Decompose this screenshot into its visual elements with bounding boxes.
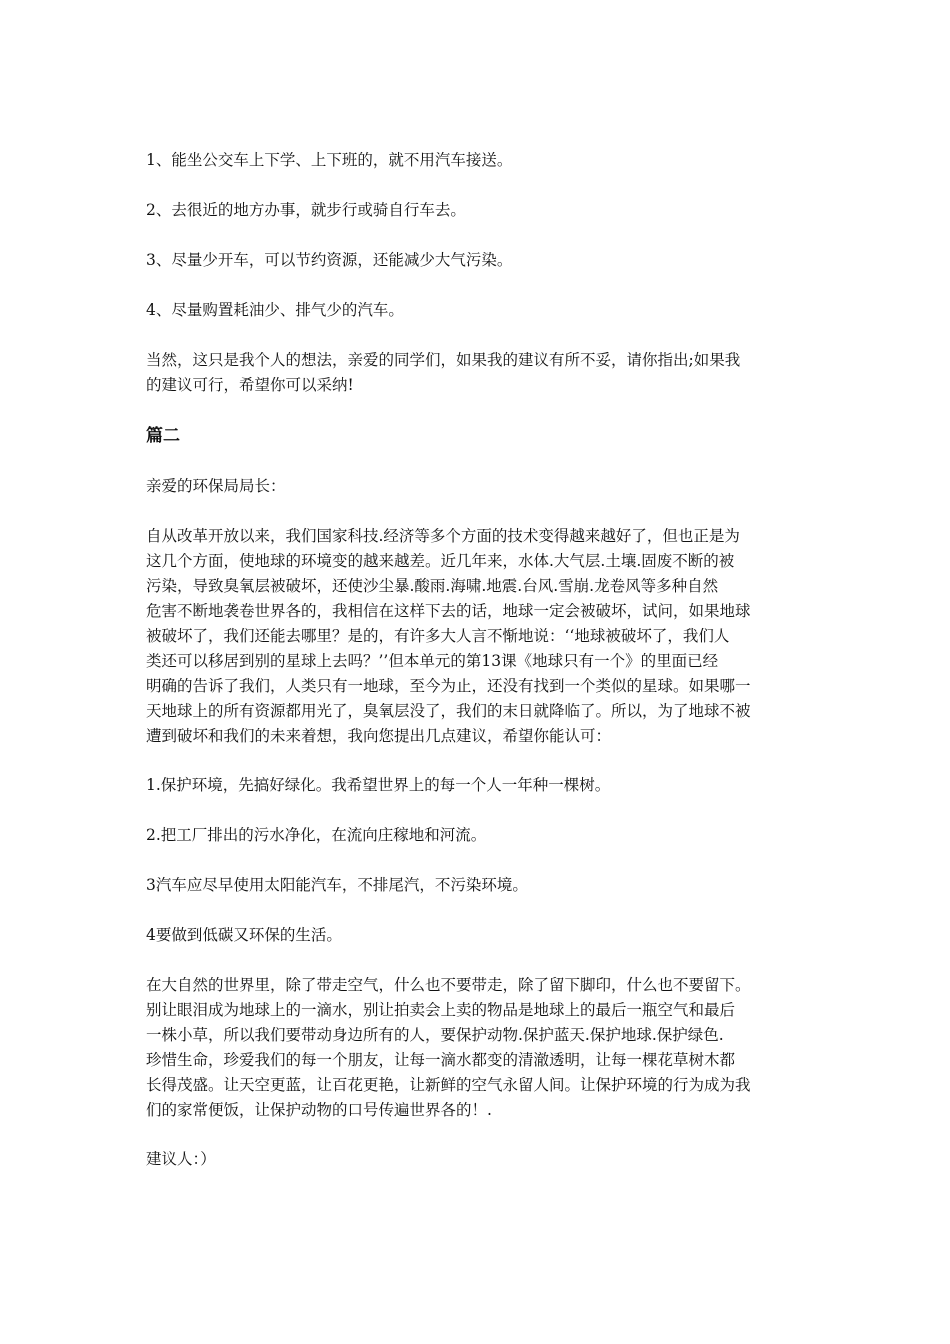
list-item: 3、尽量少开车，可以节约资源，还能减少大气污染。 xyxy=(146,251,513,269)
closing-paragraph: 在大自然的世界里，除了带走空气，什么也不要带走，除了留下脚印，什么也不要留下。 别让眼泪成为地球上的一滴水，别让拍卖会上卖的物品是地球上的最后一瓶空气和最后 一株小草，所以我们要带动身边所有的人，要保护动物.保护蓝天.保护地球.保护绿色. 珍惜生命，珍爱我们的每一个朋友，让每一滴水都变的清澈透明，让每一棵花草树木都 长得茂盛。让天空更蓝，让百花更艳，让新鲜的空气永留人间。让保护环境的行为成为我 们的家常便饭，让保护动物的口号传遍世界各的！. xyxy=(146,976,751,1119)
section-heading: 篇二 xyxy=(146,426,180,446)
suggestion-item: 2.把工厂排出的污水净化，在流向庄稼地和河流。 xyxy=(146,826,487,844)
list-item: 2、去很近的地方办事，就步行或骑自行车去。 xyxy=(146,201,466,219)
suggestion-item: 1.保护环境，先搞好绿化。我希望世界上的每一个人一年种一棵树。 xyxy=(146,776,611,794)
document-page xyxy=(146,148,816,1172)
salutation: 亲爱的环保局局长： xyxy=(146,477,286,495)
closing-paragraph: 当然，这只是我个人的想法，亲爱的同学们，如果我的建议有所不妥，请你指出;如果我 的建议可行，希望你可以采纳! xyxy=(146,351,741,394)
suggestion-item: 3汽车应尽早使用太阳能汽车，不排尾汽，不污染环境。 xyxy=(146,876,528,894)
body-paragraph: 自从改革开放以来，我们国家科技.经济等多个方面的技术变得越来越好了，但也正是为 这几个方面，使地球的环境变的越来越差。近几年来，水体.大气层.土壤.固废不断的被 污染，导致臭氧层被破坏，还使沙尘暴.酸雨.海啸.地震.台风.雪崩.龙卷风等多种自然 危害不断地袭卷世界各的，我相信在这样下去的话，地球一定会被破坏，试问，如果地球 被破坏了，我们还能去哪里？是的，有许多大人言不惭地说：‘‘地球被破坏了，我们人 类还可以移居到别的星球上去吗？’’但本单元的第13课《地球只有一个》的里面已经 明确的告诉了我们，人类只有一地球，至今为止，还没有找到一个类似的星球。如果哪一 天地球上的所有资源都用光了，臭氧层没了，我们的末日就降临了。所以，为了地球不被 遭到破坏和我们的未来着想，我向您提出几点建议，希望你能认可： xyxy=(146,527,751,745)
signature-line: 建议人：） xyxy=(146,1150,216,1168)
list-item: 4、尽量购置耗油少、排气少的汽车。 xyxy=(146,301,404,319)
suggestion-item: 4要做到低碳又环保的生活。 xyxy=(146,926,342,944)
list-item: 1、能坐公交车上下学、上下班的，就不用汽车接送。 xyxy=(146,151,513,169)
